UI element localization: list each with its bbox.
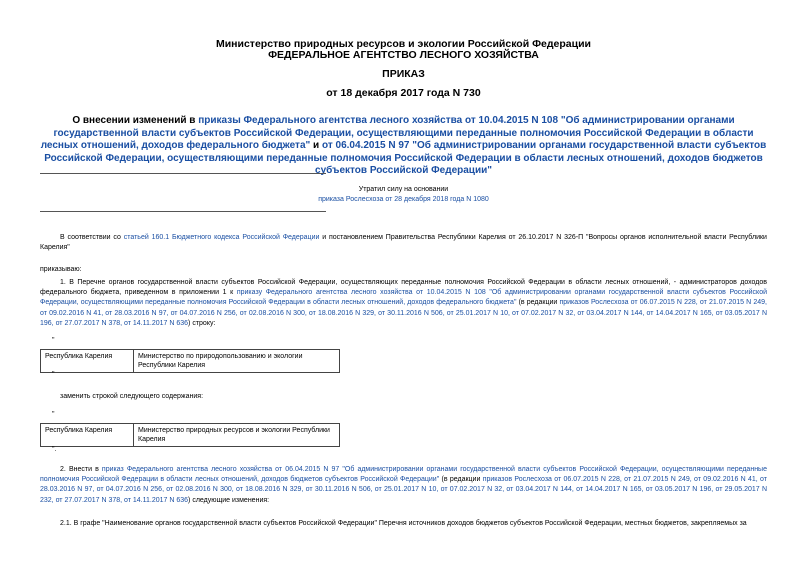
- budget-code-link[interactable]: статьей 160.1 Бюджетного кодекса Российской Федерации: [123, 234, 320, 241]
- document-title: [40, 115, 767, 178]
- document-type: ПРИКАЗ: [382, 68, 425, 80]
- paragraph-2-1: [40, 519, 767, 529]
- quote-open-2: ": [52, 411, 55, 418]
- p21-text: 2.1. В графе "Наименование органов государственной власти субъектов Российской Федерации" Перечня источников доходов бюджетов субъектов Российской Федерации, местных бюджетов, закрепляемых за: [60, 520, 747, 527]
- intro-paragraph: [40, 233, 767, 253]
- replace-text: [40, 392, 767, 402]
- replace-text-label: заменить строкой следующего содержания:: [60, 393, 204, 400]
- p1-order-link[interactable]: приказу Федерального агентства лесного хозяйства от 10.04.2015 N 108 "Об администрировании органами государственной власти субъектов Российской Федерации, осуществляющими переданные полномочия Российской Федерации в области лесных отношений, доходов федерального бюджета": [40, 289, 767, 307]
- new-region-cell: Республика Карелия: [41, 424, 134, 447]
- paragraph-2: [40, 465, 767, 506]
- status-note-link[interactable]: приказа Рослесхоза от 28 декабря 2018 года N 1080: [318, 196, 489, 203]
- quote-open-1: ": [52, 337, 55, 344]
- new-row-table: [40, 423, 340, 447]
- title-link-order-108[interactable]: приказы Федерального агентства лесного хозяйства от 10.04.2015 N 108 "Об администрировании органами государственной власти субъектов Российской Федерации, осуществляющими переданные полномочия Российской Федерации в области лесных отношений, доходов федерального бюджета": [40, 115, 754, 151]
- p1-amendments-link[interactable]: приказов Рослесхоза от 06.07.2015 N 228, от 21.07.2015 N 249, от 09.02.2016 N 41, от 28.03.2016 N 97, от 04.07.2016 N 256, от 02.08.2016 N 300, от 18.08.2016 N 329, от 30.11.2016 N 506, от 25.01.2017 N 10, от 07.02.2017 N 32, от 03.04.2017 N 144, от 14.04.2017 N 165, от 03.05.2017 N 196, от 27.07.2017 N 378, от 14.11.2017 N 636: [40, 299, 767, 327]
- p2-text-c: ) следующие изменения:: [188, 496, 270, 504]
- title-link-order-97[interactable]: от 06.04.2015 N 97 "Об администрировании органами государственной власти субъектов Российской Федерации, осуществляющими переданные полномочия Российской Федерации в области лесных отношений, доходов бюджетов субъектов Российской Федерации": [44, 140, 767, 176]
- table-row: [41, 350, 340, 373]
- agency-name: ФЕДЕРАЛЬНОЕ АГЕНТСТВО ЛЕСНОГО ХОЗЯЙСТВА: [268, 49, 539, 61]
- intro-suffix: и постановлением Правительства Республики Карелия от 26.10.2017 N 326-П "Вопросы органов исполнительной власти Республики Карелия": [40, 234, 767, 252]
- p2-amendments-link[interactable]: приказов Рослесхоза от 06.07.2015 N 228, от 21.07.2015 N 249, от 09.02.2016 N 41, от 28.03.2016 N 97, от 04.07.2016 N 256, от 02.08.2016 N 300, от 18.08.2016 N 329, от 30.11.2016 N 506, от 25.01.2017 N 10, от 07.02.2017 N 32, от 03.04.2017 N 144, от 14.04.2017 N 165, от 03.05.2017 N 196, от 29.05.2017 N 232, от 27.07.2017 N 378, от 14.11.2017 N 636: [40, 476, 768, 504]
- document-date-number: от 18 декабря 2017 года N 730: [326, 87, 481, 99]
- old-row-table: [40, 349, 340, 373]
- divider-bottom: [40, 211, 326, 212]
- old-region-cell: Республика Карелия: [41, 350, 134, 373]
- new-organ-cell: Министерство природных ресурсов и экологии Республики Карелия: [134, 424, 340, 447]
- quote-close-1: ": [52, 371, 55, 378]
- title-mid: и: [310, 140, 322, 151]
- p1-text-c: ) строку:: [188, 319, 216, 327]
- p2-order-link[interactable]: приказ Федерального агентства лесного хозяйства от 06.04.2015 N 97 "Об администрировании органами государственной власти субъектов Российской Федерации, осуществляющими переданные полномочия Российской Федерации в области лесных отношений, доходов бюджетов субъектов Российской Федерации": [40, 466, 767, 484]
- p2-text-a: 2. Внести в: [60, 466, 102, 473]
- intro-prefix: В соответствии со: [60, 234, 124, 241]
- order-word: приказываю:: [40, 266, 82, 273]
- p2-text-b: (в редакции: [439, 476, 483, 484]
- ministry-name: Министерство природных ресурсов и экологии Российской Федерации: [215, 38, 592, 50]
- paragraph-1: [40, 278, 767, 329]
- divider-top: [40, 173, 326, 174]
- p1-text-b: (в редакции: [516, 299, 560, 307]
- table-row: [41, 424, 340, 447]
- status-note-text: Утратил силу на основании: [358, 186, 449, 193]
- p1-text-a: 1. В Перечне органов государственной власти субъектов Российской Федерации, осуществляющих переданные полномочия Российской Федерации в области лесных отношений, - администраторов доходов федерального бюджета, приведенном в приложении 1 к: [40, 279, 767, 297]
- quote-close-2: ".: [52, 446, 57, 453]
- old-organ-cell: Министерство по природопользованию и экологии Республики Карелия: [134, 350, 340, 373]
- title-prefix: О внесении изменений в: [72, 115, 199, 126]
